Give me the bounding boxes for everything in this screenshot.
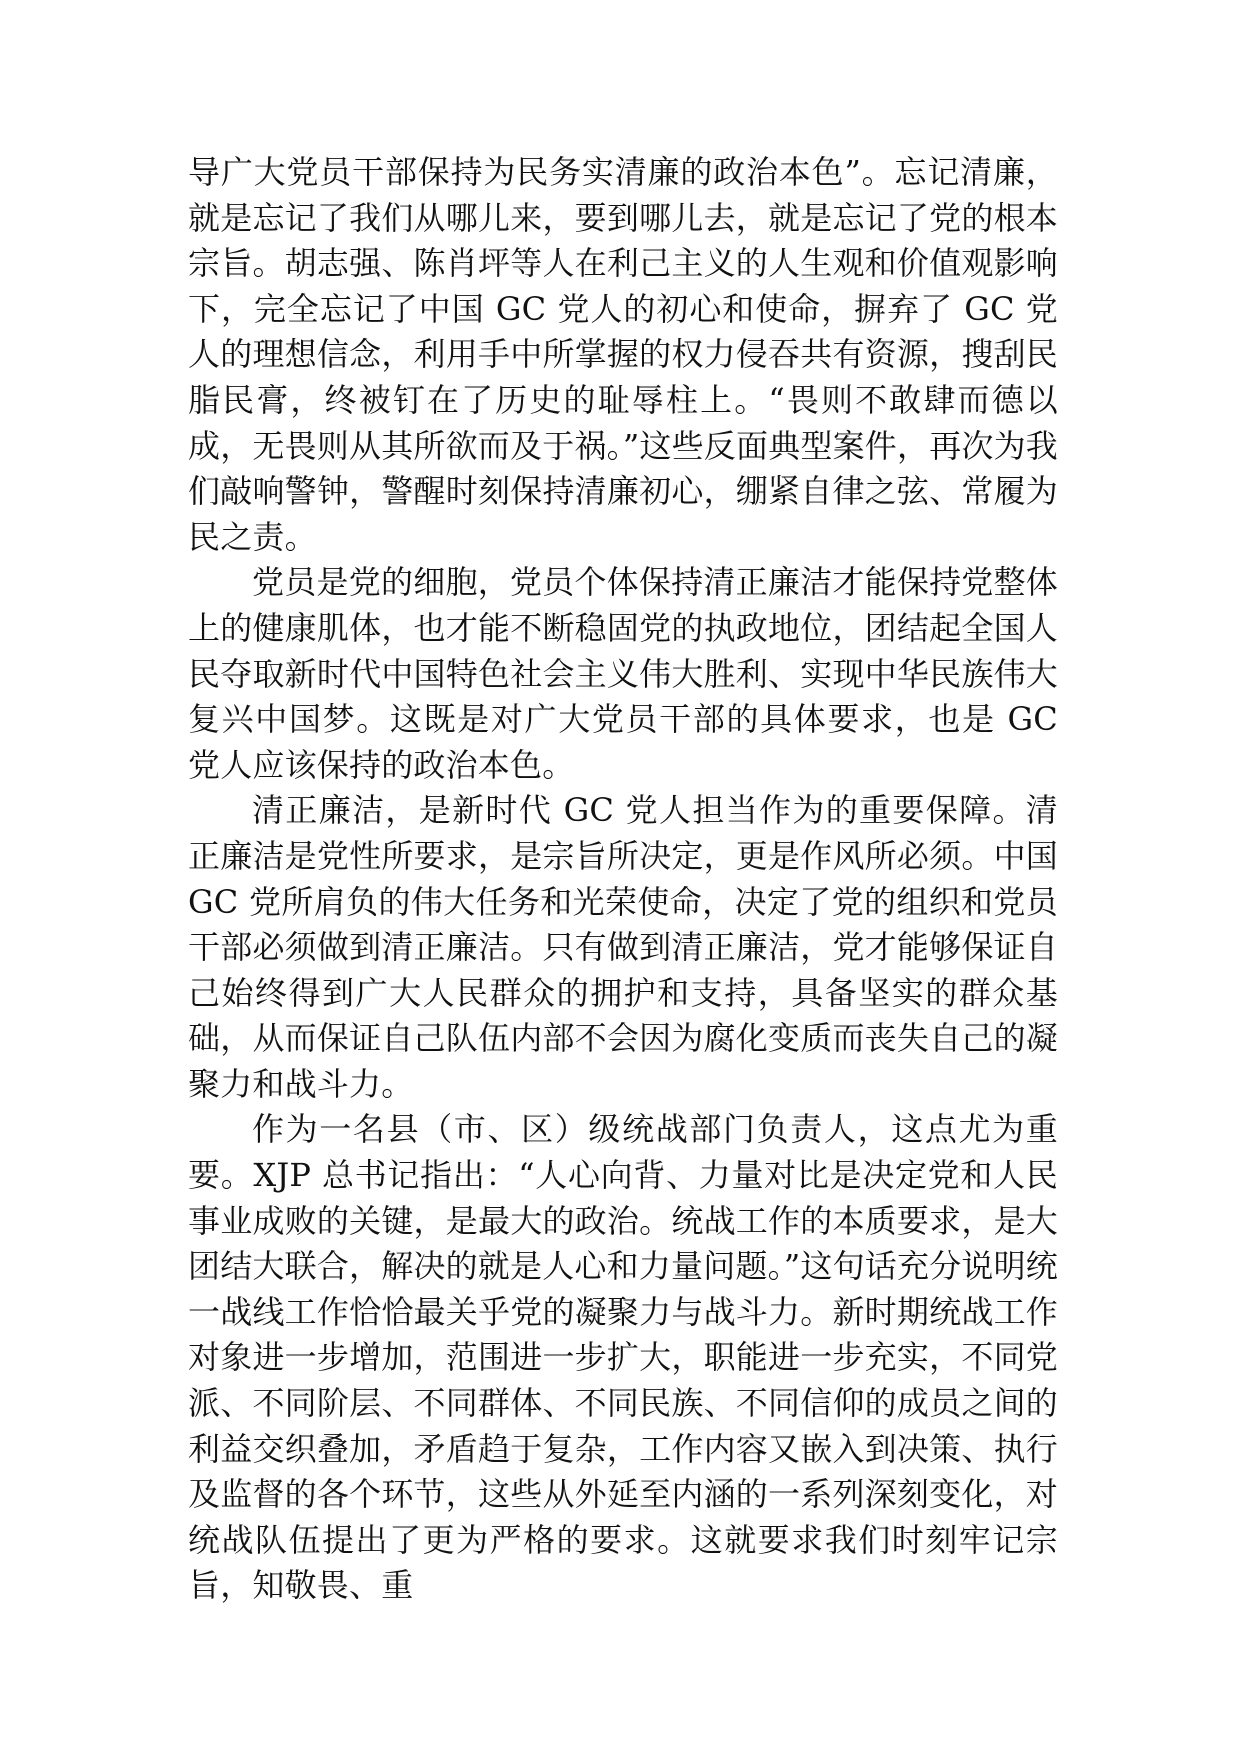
paragraph-2: 党员是党的细胞，党员个体保持清正廉洁才能保持党整体上的健康肌体，也才能不断稳固党的执政地位，团结起全国人民夺取新时代中国特色社会主义伟大胜利、实现中华民族伟大复兴中国梦。这既是对广大党员干部的具体要求，也是 GC 党人应该保持的政治本色。 — [188, 563, 1058, 784]
document-page — [188, 150, 1058, 1650]
paragraph-3: 清正廉洁，是新时代 GC 党人担当作为的重要保障。清正廉洁是党性所要求，是宗旨所决定，更是作风所必须。中国 GC 党所肩负的伟大任务和光荣使命，决定了党的组织和党员干部必须做到清正廉洁。只有做到清正廉洁，党才能够保证自己始终得到广大人民群众的拥护和支持，具备坚实的群众基础，从而保证自己队伍内部不会因为腐化变质而丧失自己的凝聚力和战斗力。 — [188, 791, 1058, 1103]
paragraph-4: 作为一名县（市、区）级统战部门负责人，这点尤为重要。XJP 总书记指出：“人心向背、力量对比是决定党和人民事业成败的关键，是最大的政治。统战工作的本质要求，是大团结大联合，解决的就是人心和力量问题。”这句话充分说明统一战线工作恰恰最关乎党的凝聚力与战斗力。新时期统战工作对象进一步增加，范围进一步扩大，职能进一步充实，不同党派、不同阶层、不同群体、不同民族、不同信仰的成员之间的利益交织叠加，矛盾趋于复杂，工作内容又嵌入到决策、执行及监督的各个环节，这些从外延至内涵的一系列深刻变化，对统战队伍提出了更为严格的要求。这就要求我们时刻牢记宗旨，知敬畏、重 — [188, 1110, 1058, 1605]
paragraph-1: 导广大党员干部保持为民务实清廉的政治本色”。忘记清廉，就是忘记了我们从哪儿来，要到哪儿去，就是忘记了党的根本宗旨。胡志强、陈肖坪等人在利己主义的人生观和价值观影响下，完全忘记了中国 GC 党人的初心和使命，摒弃了 GC 党人的理想信念，利用手中所掌握的权力侵吞共有资源，搜刮民脂民膏，终被钉在了历史的耻辱柱上。“畏则不敢肆而德以成，无畏则从其所欲而及于祸。”这些反面典型案件，再次为我们敲响警钟，警醒时刻保持清廉初心，绷紧自律之弦、常履为民之责。 — [188, 153, 1058, 556]
